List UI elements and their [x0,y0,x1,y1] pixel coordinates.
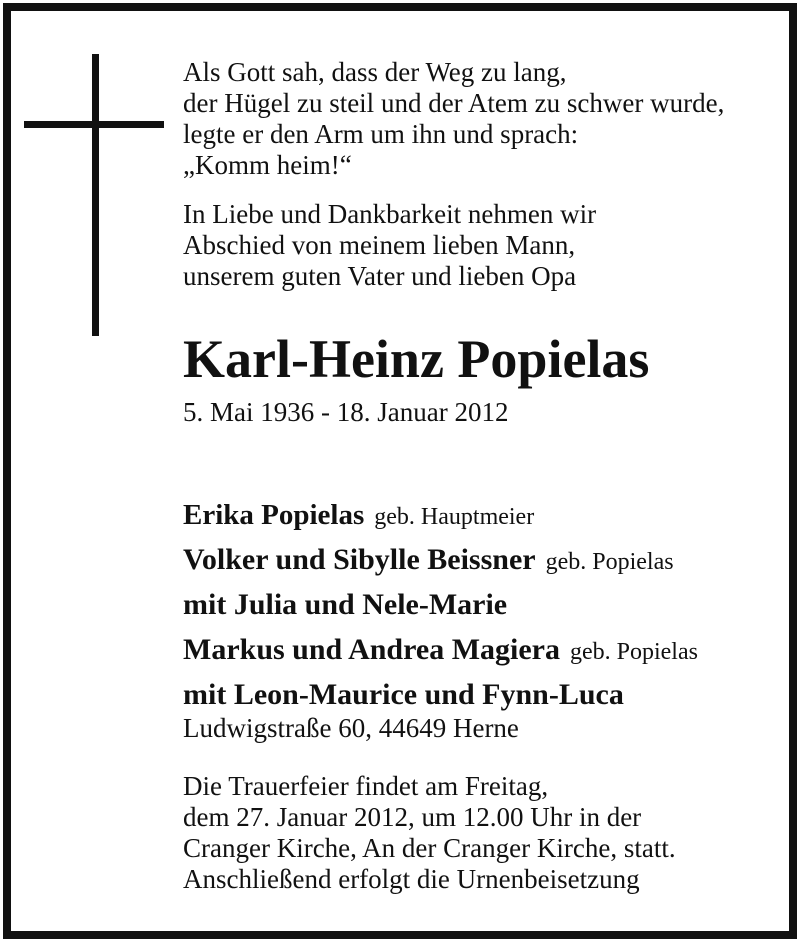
deceased-name: Karl-Heinz Popielas [183,329,650,389]
maiden-name: geb. Hauptmeier [374,504,535,530]
family-row [183,630,698,675]
ceremony-line: dem 27. Januar 2012, um 12.00 Uhr in der [183,802,642,832]
maiden-name: geb. Popielas [569,639,698,665]
farewell-text [183,199,596,292]
farewell-line: In Liebe und Dankbarkeit nehmen wir [183,199,597,229]
obituary-frame [3,3,797,939]
address: Ludwigstraße 60, 44649 Herne [183,713,519,743]
ceremony-line: Die Trauerfeier findet am Freitag, [183,771,549,801]
ceremony-line: Cranger Kirche, An der Cranger Kirche, statt. [183,833,676,863]
farewell-line: Abschied von meinem lieben Mann, [183,230,576,260]
cross-icon-bar [24,121,164,128]
family-row [183,585,698,630]
verse [183,57,724,181]
family-list [183,495,698,720]
verse-line: der Hügel zu steil und der Atem zu schwer wurde, [183,88,725,118]
grandchildren: mit Julia und Nele-Marie [183,588,508,621]
family-row [183,540,698,585]
family-row [183,495,698,540]
family-member-name: Volker und Sibylle Beissner [183,543,536,576]
maiden-name: geb. Popielas [545,549,674,575]
verse-line: Als Gott sah, dass der Weg zu lang, [183,57,567,87]
life-dates: 5. Mai 1936 - 18. Januar 2012 [183,397,509,427]
grandchildren: mit Leon-Maurice und Fynn-Luca [183,678,624,711]
verse-line: legte er den Arm um ihn und sprach: [183,119,579,149]
verse-line: „Komm heim!“ [183,150,352,180]
ceremony-line: Anschließend erfolgt die Urnenbeisetzung [183,864,640,894]
ceremony-info [183,771,676,895]
cross-icon [92,54,99,336]
family-member-name: Erika Popielas [183,499,365,531]
farewell-line: unserem guten Vater und lieben Opa [183,261,577,291]
family-member-name: Markus und Andrea Magiera [183,633,560,666]
